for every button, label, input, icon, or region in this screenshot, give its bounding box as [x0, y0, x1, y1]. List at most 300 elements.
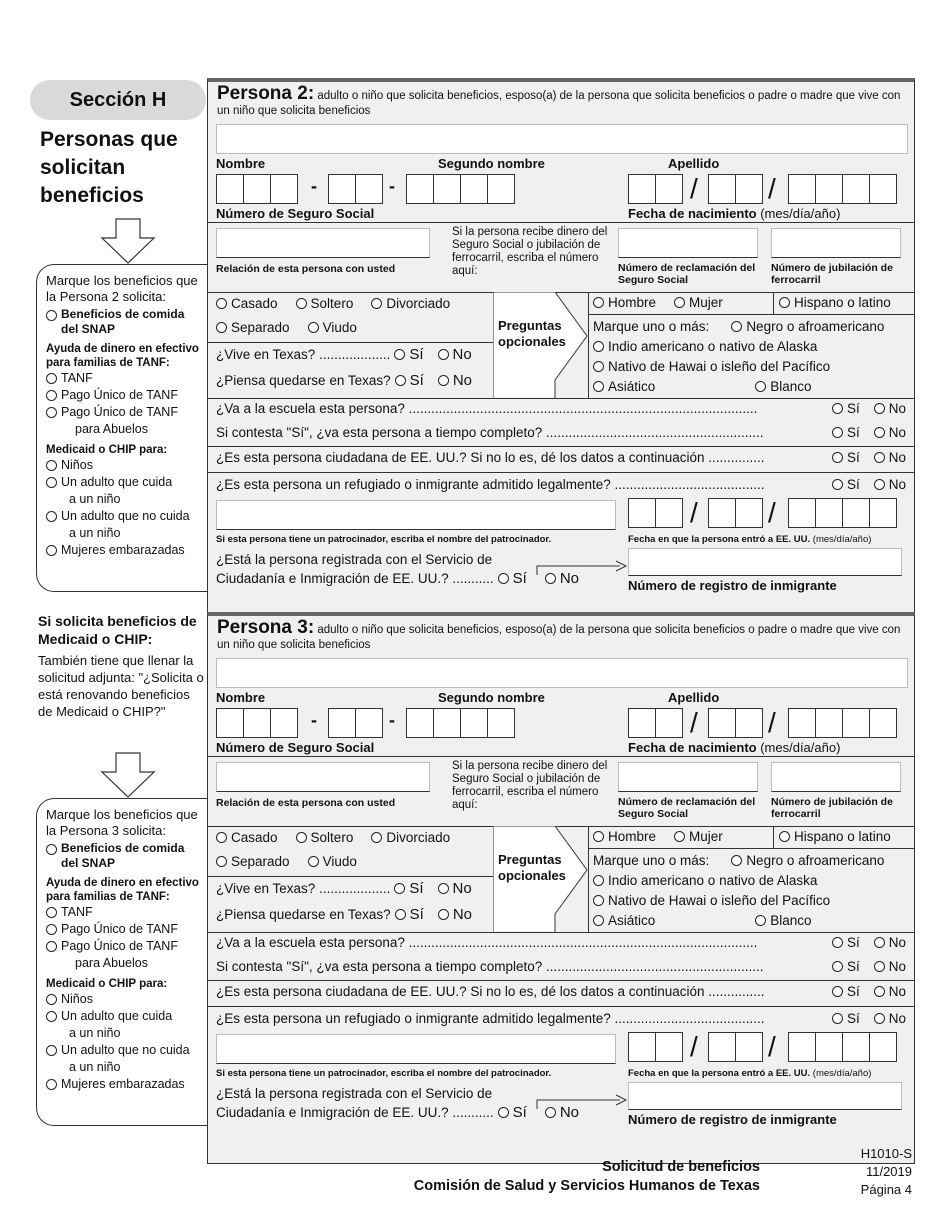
alien-number-input[interactable]: [628, 1082, 902, 1110]
ssn-cells-a[interactable]: [216, 708, 297, 738]
male-label: Hombre: [608, 829, 657, 844]
sponsor-input[interactable]: [216, 500, 616, 530]
entry-format: (mes/día/año): [812, 1068, 872, 1079]
uscis-row: [216, 1104, 579, 1121]
yes-label: Sí: [409, 880, 424, 897]
last-name-label: Apellido: [668, 690, 720, 705]
radio-stay-texas-yes[interactable]: [395, 909, 406, 920]
tanf-group-label: Ayuda de dinero en efectivo para familias de TANF:: [46, 877, 199, 903]
entry-day-cells[interactable]: [708, 1032, 762, 1062]
fulltime-question: [216, 425, 906, 440]
tanf-option[interactable]: [46, 370, 204, 387]
radio-school-no[interactable]: [874, 937, 885, 948]
married-label: Casado: [231, 830, 278, 845]
radio-uscis-yes[interactable]: [498, 573, 509, 584]
middle-name-label: Segundo nombre: [438, 690, 545, 705]
radio-children[interactable]: [46, 994, 57, 1005]
footer-title-1: Solicitud de beneficios: [602, 1159, 760, 1175]
ss-note: Si la persona recibe dinero del Seguro Social o jubilación de ferrocarril, escriba el número aquí:: [452, 760, 608, 811]
medicaid-note: [38, 612, 206, 720]
person-heading: [217, 617, 907, 653]
yes-label: Sí: [846, 450, 860, 465]
radio-single[interactable]: [296, 298, 307, 309]
marital-row-1: [216, 830, 450, 845]
rr-number-label: Número de jubilación de ferrocarril: [771, 796, 893, 820]
hispanic-row: [779, 295, 891, 310]
radio-adult-nocare[interactable]: [46, 511, 57, 522]
alien-number-label: Número de registro de inmigrante: [628, 1112, 837, 1127]
race-row-1: [593, 853, 884, 868]
divorced-label: Divorciado: [386, 296, 451, 311]
dob-year-cells[interactable]: [788, 174, 896, 204]
dob-month-cells[interactable]: [628, 708, 682, 738]
form-date: 11/2019: [865, 1164, 912, 1179]
ssn-cells-c[interactable]: [406, 174, 514, 204]
tanf-label: TANF: [61, 905, 93, 919]
radio-married[interactable]: [216, 298, 227, 309]
school-label: ¿Va a la escuela esta persona? .............................................................................................: [216, 401, 758, 416]
single-label: Soltero: [310, 830, 354, 845]
divorced-label: Divorciado: [386, 830, 451, 845]
radio-tanf-grand[interactable]: [46, 941, 57, 952]
dob-day-cells[interactable]: [708, 708, 762, 738]
radio-female[interactable]: [674, 831, 685, 842]
radio-tanf-once[interactable]: [46, 390, 57, 401]
radio-white[interactable]: [755, 915, 766, 926]
ssn-label: Número de Seguro Social: [216, 206, 375, 221]
relationship-label: Relación de esta persona con usted: [216, 263, 396, 275]
dob-day-cells[interactable]: [708, 174, 762, 204]
no-label: No: [888, 1011, 906, 1026]
tanf-once-label: Pago Único de TANF: [61, 388, 178, 402]
tanf-grand-option[interactable]: [46, 404, 204, 438]
asian-label: Asiático: [608, 913, 656, 928]
radio-lives-texas-yes[interactable]: [394, 883, 405, 894]
widowed-label: Viudo: [322, 320, 357, 335]
dob-format: (mes/día/año): [760, 206, 841, 221]
radio-children[interactable]: [46, 460, 57, 471]
race-row-4: [593, 379, 812, 394]
no-label: No: [452, 372, 472, 389]
race-row-2: [593, 873, 817, 888]
uscis-label: Ciudadanía e Inmigración de EE. UU.? ...........: [216, 1105, 494, 1120]
single-label: Soltero: [310, 296, 354, 311]
native-label: Indio americano o nativo de Alaska: [608, 873, 818, 888]
white-label: Blanco: [770, 379, 812, 394]
radio-citizen-no[interactable]: [874, 986, 885, 997]
radio-lives-texas-no[interactable]: [438, 883, 449, 894]
ssn-cells-b[interactable]: [328, 174, 382, 204]
radio-hawaiian[interactable]: [593, 361, 604, 372]
medicaid-group-label: Medicaid o CHIP para:: [46, 978, 168, 990]
race-row-4: [593, 913, 812, 928]
gender-row: [593, 829, 723, 844]
radio-tanf[interactable]: [46, 373, 57, 384]
down-arrow-icon: [100, 218, 156, 264]
ssn-cells-a[interactable]: [216, 174, 297, 204]
entry-date-label: [628, 1068, 871, 1080]
tanf-grand-option[interactable]: [46, 938, 204, 972]
benefits-header: Marque los beneficios que la Persona 2 solicita:: [46, 273, 198, 304]
married-label: Casado: [231, 296, 278, 311]
first-name-label: Nombre: [216, 690, 266, 705]
radio-lives-texas-no[interactable]: [438, 349, 449, 360]
footer-title: [414, 1158, 760, 1196]
no-label: No: [559, 1104, 580, 1121]
school-label: ¿Va a la escuela esta persona? .............................................................................................: [216, 935, 758, 950]
yes-label: Sí: [409, 346, 424, 363]
yes-label: Sí: [846, 401, 860, 416]
entry-format: (mes/día/año): [812, 534, 872, 545]
female-label: Mujer: [689, 295, 723, 310]
school-question: [216, 401, 906, 416]
right-arrow-icon: [536, 1094, 628, 1110]
female-label: Mujer: [689, 829, 723, 844]
yes-label: Sí: [846, 959, 860, 974]
mark-one-label: Marque uno o más:: [593, 319, 710, 334]
lives-texas-row: [216, 346, 472, 363]
fulltime-label: Si contesta "Sí", ¿va esta persona a tiempo completo? ..........................................................: [216, 959, 764, 974]
entry-month-cells[interactable]: [628, 498, 682, 528]
adult-nocare-label-2: a un niño: [69, 526, 121, 540]
ss-claim-input[interactable]: [618, 228, 758, 258]
rr-number-label: Número de jubilación de ferrocarril: [771, 262, 893, 286]
alien-number-label: Número de registro de inmigrante: [628, 578, 837, 593]
uscis-line-1: ¿Está la persona registrada con el Servicio de: [216, 552, 493, 567]
radio-tanf-grand[interactable]: [46, 407, 57, 418]
uscis-label: Ciudadanía e Inmigración de EE. UU.? ...........: [216, 571, 494, 586]
dob-label: [628, 206, 840, 221]
radio-male[interactable]: [593, 297, 604, 308]
adult-care-label-2: a un niño: [69, 492, 121, 506]
snap-label: Beneficios de comida: [61, 307, 185, 321]
yes-label: Sí: [846, 935, 860, 950]
radio-fulltime-yes[interactable]: [832, 961, 843, 972]
name-input[interactable]: [216, 124, 908, 154]
ss-claim-label: Número de reclamación del Seguro Social: [618, 262, 756, 286]
dob-year-cells[interactable]: [788, 708, 896, 738]
radio-single[interactable]: [296, 832, 307, 843]
no-label: No: [452, 346, 472, 363]
radio-hispanic[interactable]: [779, 297, 790, 308]
race-row-3: [593, 893, 830, 908]
radio-tanf-once[interactable]: [46, 924, 57, 935]
rr-number-input[interactable]: [771, 228, 901, 258]
radio-snap[interactable]: [46, 844, 57, 855]
dob-label: [628, 740, 840, 755]
radio-white[interactable]: [755, 381, 766, 392]
hawaiian-label: Nativo de Hawai o isleño del Pacífico: [608, 359, 831, 374]
snap-label-2: del SNAP: [61, 322, 116, 336]
relationship-input[interactable]: [216, 228, 430, 258]
no-label: No: [888, 935, 906, 950]
lives-texas-label: ¿Vive en Texas? ...................: [216, 881, 391, 896]
entry-date-text: Fecha en que la persona entró a EE. UU.: [628, 534, 811, 545]
separated-label: Separado: [231, 854, 290, 869]
radio-refugee-no[interactable]: [874, 1013, 885, 1024]
refugee-label: ¿Es esta persona un refugiado o inmigrante admitido legalmente? ........................................: [216, 477, 765, 492]
radio-school-yes[interactable]: [832, 403, 843, 414]
tanf-grand-label: Pago Único de TANF: [61, 939, 178, 953]
sidebar: [0, 0, 208, 1230]
entry-day-cells[interactable]: [708, 498, 762, 528]
stay-texas-label: ¿Piensa quedarse en Texas?: [216, 907, 391, 922]
stay-texas-row: [216, 372, 472, 389]
no-label: No: [888, 450, 906, 465]
ss-claim-input[interactable]: [618, 762, 758, 792]
relationship-label: Relación de esta persona con usted: [216, 797, 396, 809]
no-label: No: [888, 984, 906, 999]
dob-month-cells[interactable]: [628, 174, 682, 204]
adult-nocare-label-2: a un niño: [69, 1060, 121, 1074]
radio-native[interactable]: [593, 341, 604, 352]
ss-note: Si la persona recibe dinero del Seguro Social o jubilación de ferrocarril, escriba el número aquí:: [452, 226, 608, 277]
first-name-label: Nombre: [216, 156, 266, 171]
stay-texas-label: ¿Piensa quedarse en Texas?: [216, 373, 391, 388]
person-heading: [217, 83, 907, 119]
down-arrow-icon: [100, 752, 156, 798]
school-question: [216, 935, 906, 950]
radio-black[interactable]: [731, 855, 742, 866]
adult-care-option[interactable]: [46, 1008, 204, 1042]
person-label: Persona 2:: [217, 83, 315, 104]
fulltime-label: Si contesta "Sí", ¿va esta persona a tiempo completo? ..........................................................: [216, 425, 764, 440]
yes-label: Sí: [846, 425, 860, 440]
radio-adult-nocare[interactable]: [46, 1045, 57, 1056]
snap-option[interactable]: [46, 841, 204, 871]
pregnant-option[interactable]: [46, 542, 204, 559]
radio-widowed[interactable]: [308, 856, 319, 867]
radio-pregnant[interactable]: [46, 545, 57, 556]
radio-adult-care[interactable]: [46, 1011, 57, 1022]
race-row-3: [593, 359, 830, 374]
ssn-cells-b[interactable]: [328, 708, 382, 738]
uscis-row: [216, 570, 579, 587]
radio-male[interactable]: [593, 831, 604, 842]
name-input[interactable]: [216, 658, 908, 688]
race-row-2: [593, 339, 817, 354]
benefits-header: Marque los beneficios que la Persona 3 solicita:: [46, 807, 198, 838]
hispanic-label: Hispano o latino: [794, 829, 891, 844]
refugee-label: ¿Es esta persona un refugiado o inmigrante admitido legalmente? ........................................: [216, 1011, 765, 1026]
refugee-question: [216, 477, 906, 492]
radio-refugee-yes[interactable]: [832, 479, 843, 490]
relationship-input[interactable]: [216, 762, 430, 792]
children-option[interactable]: [46, 457, 204, 474]
optional-label: Preguntas opcionales: [498, 852, 566, 883]
asian-label: Asiático: [608, 379, 656, 394]
yes-label: Sí: [409, 372, 424, 389]
no-label: No: [452, 880, 472, 897]
no-label: No: [888, 425, 906, 440]
tanf-grand-label-2: para Abuelos: [75, 422, 148, 436]
entry-month-cells[interactable]: [628, 1032, 682, 1062]
citizen-label: ¿Es esta persona ciudadana de EE. UU.? Si no lo es, dé los datos a continuación ...............: [216, 984, 765, 999]
adult-nocare-option[interactable]: [46, 1042, 204, 1076]
yes-label: Sí: [512, 570, 527, 587]
radio-divorced[interactable]: [371, 832, 382, 843]
benefits-box-person-2: [36, 264, 208, 592]
radio-black[interactable]: [731, 321, 742, 332]
entry-date-label: [628, 534, 871, 546]
person-label: Persona 3:: [217, 617, 315, 638]
hispanic-row: [779, 829, 891, 844]
radio-pregnant[interactable]: [46, 1079, 57, 1090]
adult-nocare-label: Un adulto que no cuida: [61, 1043, 190, 1057]
yes-label: Sí: [846, 477, 860, 492]
radio-hawaiian[interactable]: [593, 895, 604, 906]
radio-uscis-yes[interactable]: [498, 1107, 509, 1118]
yes-label: Sí: [846, 984, 860, 999]
section-label: Sección H: [30, 80, 206, 120]
sponsor-input[interactable]: [216, 1034, 616, 1064]
entry-year-cells[interactable]: [788, 1032, 896, 1062]
pregnant-label: Mujeres embarazadas: [61, 543, 185, 557]
tanf-grand-label-2: para Abuelos: [75, 956, 148, 970]
snap-label: Beneficios de comida: [61, 841, 185, 855]
hawaiian-label: Nativo de Hawai o isleño del Pacífico: [608, 893, 831, 908]
tanf-label: TANF: [61, 371, 93, 385]
sponsor-label: Si esta persona tiene un patrocinador, escriba el nombre del patrocinador.: [216, 1068, 552, 1079]
no-label: No: [559, 570, 580, 587]
right-arrow-icon: [536, 560, 628, 576]
entry-date-text: Fecha en que la persona entró a EE. UU.: [628, 1068, 811, 1079]
footer-code: [861, 1145, 912, 1199]
radio-snap[interactable]: [46, 310, 57, 321]
stay-texas-row: [216, 906, 472, 923]
person-2-form: Persona 2: adulto o niño que solicita beneficios, esposo(a) de la persona que solicita beneficios o padre o madre que vive con un niño que solicita beneficios Nombre Segundo nombre Apellido - - / / Número de Seguro Social Fecha de nacimiento (mes/día/año) Relación de esta persona con usted Si la persona recibe dinero del Seguro Social o jubilación de ferrocarril, escriba el número aquí: Número de reclamación del Seguro Social Número de jubilación de ferrocarril Casado Soltero Divorciado Separado Viudo ¿Vive en Texas? ................... Sí No ¿Piensa quedarse en Texas? Sí No Preguntas opcionales Hombre Mujer Hispano o latino Marque uno o más: Negro o afroamericano Indio americano o nativo de Alaska Nativo de Hawai o isleño del Pacífico Asiático Blanco ¿Va a la escuela esta persona? ............................................................................................. Sí No Si contesta "Sí", ¿va esta persona a tiempo completo? .......................................................... Sí No ¿Es esta persona ciudadana de EE. UU.? Si no lo es, dé los datos a continuación ............... Sí No ¿Es esta persona un refugiado o inmigrante admitido legalmente? ........................................ Sí No Si esta persona tiene un patrocinador, escriba el nombre del patrocinador. / / Fecha en que la persona entró a EE. UU. (mes/día/año) ¿Está la persona registrada con el Servicio de Ciudadanía e Inmigración de EE. UU.? ........... Sí No Número de registro de inmigrante: [207, 78, 915, 630]
adult-nocare-label: Un adulto que no cuida: [61, 509, 190, 523]
radio-citizen-no[interactable]: [874, 452, 885, 463]
citizen-question: [216, 450, 906, 465]
section-title: Personas que solicitan beneficios: [40, 128, 178, 207]
entry-year-cells[interactable]: [788, 498, 896, 528]
pregnant-option[interactable]: [46, 1076, 204, 1093]
widowed-label: Viudo: [322, 854, 357, 869]
radio-stay-texas-yes[interactable]: [395, 375, 406, 386]
radio-separated[interactable]: [216, 322, 227, 333]
person-description: adulto o niño que solicita beneficios, esposo(a) de la persona que solicita beneficios o padre o madre que vive con un niño que solicita beneficios: [217, 90, 901, 117]
ssn-label: Número de Seguro Social: [216, 740, 375, 755]
yes-label: Sí: [512, 1104, 527, 1121]
medicaid-note-title: Si solicita beneficios de Medicaid o CHIP:: [38, 613, 197, 647]
adult-care-option[interactable]: [46, 474, 204, 508]
radio-tanf[interactable]: [46, 907, 57, 918]
tanf-option[interactable]: [46, 904, 204, 921]
radio-fulltime-no[interactable]: [874, 961, 885, 972]
rr-number-input[interactable]: [771, 762, 901, 792]
last-name-label: Apellido: [668, 156, 720, 171]
radio-separated[interactable]: [216, 856, 227, 867]
marital-row-2: [216, 854, 357, 869]
radio-lives-texas-yes[interactable]: [394, 349, 405, 360]
benefits-box-person-3: [36, 798, 208, 1126]
gender-row: [593, 295, 723, 310]
page-number: Página 4: [860, 1182, 912, 1197]
alien-number-input[interactable]: [628, 548, 902, 576]
radio-refugee-yes[interactable]: [832, 1013, 843, 1024]
refugee-question: [216, 1011, 906, 1026]
adult-care-label: Un adulto que cuida: [61, 1009, 173, 1023]
ssn-cells-c[interactable]: [406, 708, 514, 738]
uscis-line-1: ¿Está la persona registrada con el Servicio de: [216, 1086, 493, 1101]
tanf-once-option[interactable]: [46, 921, 204, 938]
adult-care-label-2: a un niño: [69, 1026, 121, 1040]
marital-row-2: [216, 320, 357, 335]
adult-care-label: Un adulto que cuida: [61, 475, 173, 489]
radio-hispanic[interactable]: [779, 831, 790, 842]
radio-adult-care[interactable]: [46, 477, 57, 488]
radio-school-no[interactable]: [874, 403, 885, 414]
no-label: No: [888, 401, 906, 416]
snap-option[interactable]: [46, 307, 204, 337]
male-label: Hombre: [608, 295, 657, 310]
radio-stay-texas-no[interactable]: [438, 909, 449, 920]
children-label: Niños: [61, 458, 93, 472]
yes-label: Sí: [409, 906, 424, 923]
black-label: Negro o afroamericano: [746, 319, 885, 334]
footer-title-2: Comisión de Salud y Servicios Humanos de Texas: [413, 1178, 760, 1194]
mark-one-label: Marque uno o más:: [593, 853, 710, 868]
radio-asian[interactable]: [593, 381, 604, 392]
radio-school-yes[interactable]: [832, 937, 843, 948]
tanf-once-label: Pago Único de TANF: [61, 922, 178, 936]
radio-fulltime-yes[interactable]: [832, 427, 843, 438]
form-code: H1010-S: [860, 1146, 912, 1161]
marital-row-1: [216, 296, 450, 311]
radio-asian[interactable]: [593, 915, 604, 926]
lives-texas-label: ¿Vive en Texas? ...................: [216, 347, 391, 362]
dob-format: (mes/día/año): [760, 740, 841, 755]
tanf-grand-label: Pago Único de TANF: [61, 405, 178, 419]
no-label: No: [888, 477, 906, 492]
radio-citizen-yes[interactable]: [832, 986, 843, 997]
radio-female[interactable]: [674, 297, 685, 308]
snap-label-2: del SNAP: [61, 856, 116, 870]
dob-label-text: Fecha de nacimiento: [628, 740, 757, 755]
person-3-form: Persona 3: adulto o niño que solicita beneficios, esposo(a) de la persona que solicita beneficios o padre o madre que vive con un niño que solicita beneficios Nombre Segundo nombre Apellido - - / / Número de Seguro Social Fecha de nacimiento (mes/día/año) Relación de esta persona con usted Si la persona recibe dinero del Seguro Social o jubilación de ferrocarril, escriba el número aquí: Número de reclamación del Seguro Social Número de jubilación de ferrocarril Casado Soltero Divorciado Separado Viudo ¿Vive en Texas? ................... Sí No ¿Piensa quedarse en Texas? Sí No Preguntas opcionales Hombre Mujer Hispano o latino Marque uno o más: Negro o afroamericano Indio americano o nativo de Alaska Nativo de Hawai o isleño del Pacífico Asiático Blanco ¿Va a la escuela esta persona? ............................................................................................. Sí No Si contesta "Sí", ¿va esta persona a tiempo completo? .......................................................... Sí No ¿Es esta persona ciudadana de EE. UU.? Si no lo es, dé los datos a continuación ............... Sí No ¿Es esta persona un refugiado o inmigrante admitido legalmente? ........................................ Sí No Si esta persona tiene un patrocinador, escriba el nombre del patrocinador. / / Fecha en que la persona entró a EE. UU. (mes/día/año) ¿Está la persona registrada con el Servicio de Ciudadanía e Inmigración de EE. UU.? ........... Sí No Número de registro de inmigrante: [207, 612, 915, 1164]
fulltime-question: [216, 959, 906, 974]
medicaid-note-body: También tiene que llenar la solicitud adjunta: "¿Solicita o está renovando beneficios de Medicaid o CHIP?": [38, 653, 204, 719]
yes-label: Sí: [846, 1011, 860, 1026]
radio-citizen-yes[interactable]: [832, 452, 843, 463]
black-label: Negro o afroamericano: [746, 853, 885, 868]
hispanic-label: Hispano o latino: [794, 295, 891, 310]
adult-nocare-option[interactable]: [46, 508, 204, 542]
no-label: No: [888, 959, 906, 974]
no-label: No: [452, 906, 472, 923]
race-row-1: [593, 319, 884, 334]
children-option[interactable]: [46, 991, 204, 1008]
tanf-once-option[interactable]: [46, 387, 204, 404]
pregnant-label: Mujeres embarazadas: [61, 1077, 185, 1091]
radio-married[interactable]: [216, 832, 227, 843]
lives-texas-row: [216, 880, 472, 897]
person-description: adulto o niño que solicita beneficios, esposo(a) de la persona que solicita beneficios o padre o madre que vive con un niño que solicita beneficios: [217, 624, 901, 651]
radio-refugee-no[interactable]: [874, 479, 885, 490]
citizen-label: ¿Es esta persona ciudadana de EE. UU.? Si no lo es, dé los datos a continuación ...............: [216, 450, 765, 465]
radio-stay-texas-no[interactable]: [438, 375, 449, 386]
radio-native[interactable]: [593, 875, 604, 886]
ss-claim-label: Número de reclamación del Seguro Social: [618, 796, 756, 820]
citizen-question: [216, 984, 906, 999]
middle-name-label: Segundo nombre: [438, 156, 545, 171]
radio-divorced[interactable]: [371, 298, 382, 309]
optional-label: Preguntas opcionales: [498, 318, 566, 349]
radio-fulltime-no[interactable]: [874, 427, 885, 438]
sponsor-label: Si esta persona tiene un patrocinador, escriba el nombre del patrocinador.: [216, 534, 552, 545]
radio-widowed[interactable]: [308, 322, 319, 333]
